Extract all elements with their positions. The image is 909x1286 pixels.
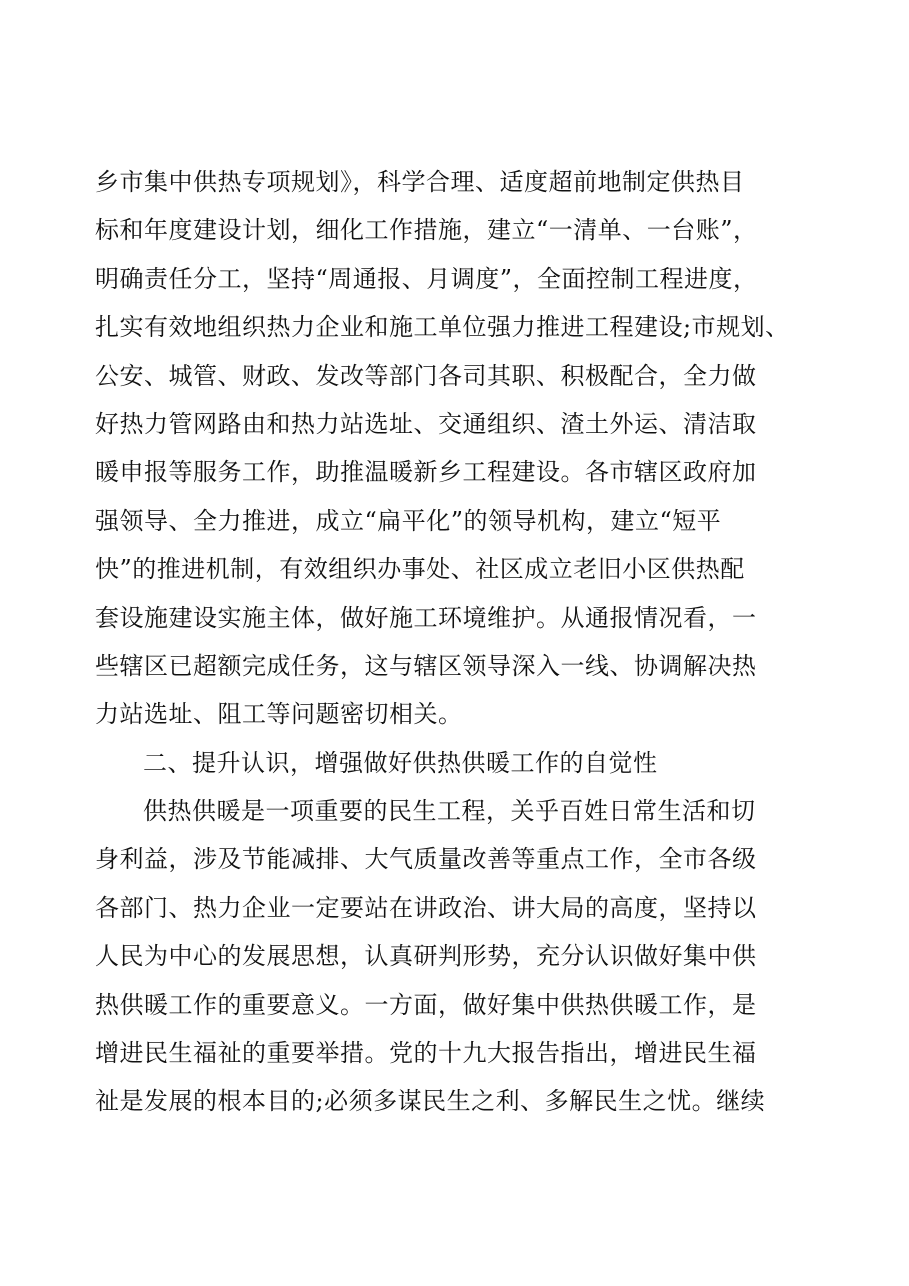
text-line: 暖申报等服务工作，助推温暖新乡工程建设。各市辖区政府加 xyxy=(95,458,757,487)
text-line: 标和年度建设计划，细化工作措施，建立“一清单、一台账”， xyxy=(95,216,758,245)
text-line: 明确责任分工，坚持“周通报、月调度”，全面控制工程进度， xyxy=(95,264,758,293)
text-line: 好热力管网路由和热力站选址、交通组织、渣土外运、清洁取 xyxy=(95,409,757,438)
text-line: 套设施建设实施主体，做好施工环境维护。从通报情况看，一 xyxy=(95,603,757,632)
text-line: 各部门、热力企业一定要站在讲政治、讲大局的高度，坚持以 xyxy=(95,893,757,922)
text-line: 公安、城管、财政、发改等部门各司其职、积极配合，全力做 xyxy=(95,361,757,390)
text-line: 身利益，涉及节能减排、大气质量改善等重点工作，全市各级 xyxy=(95,845,757,874)
text-line: 增进民生福祉的重要举措。党的十九大报告指出，增进民生福 xyxy=(95,1039,757,1068)
text-line: 乡市集中供热专项规划》，科学合理、适度超前地制定供热目 xyxy=(95,168,745,196)
text-line: 强领导、全力推进，成立“扁平化”的领导机构，建立“短平 xyxy=(95,506,722,535)
section-heading: 二、提升认识，增强做好供热供暖工作的自觉性 xyxy=(143,748,658,777)
document-body xyxy=(95,158,825,1126)
text-line: 人民为中心的发展思想，认真研判形势，充分认识做好集中供 xyxy=(95,942,757,971)
text-line: 力站选址、阻工等问题密切相关。 xyxy=(95,700,463,729)
text-line: 些辖区已超额完成任务，这与辖区领导深入一线、协调解决热 xyxy=(95,651,757,680)
text-line: 热供暖工作的重要意义。一方面，做好集中供热供暖工作，是 xyxy=(95,990,757,1019)
text-line: 供热供暖是一项重要的民生工程，关乎百姓日常生活和切 xyxy=(143,797,756,826)
text-line: 快”的推进机制，有效组织办事处、社区成立老旧小区供热配 xyxy=(95,555,745,584)
text-line: 扎实有效地组织热力企业和施工单位强力推进工程建设;市规划、 xyxy=(95,313,790,342)
text-line: 祉是发展的根本目的;必须多谋民生之利、多解民生之忧。继续 xyxy=(95,1087,766,1116)
